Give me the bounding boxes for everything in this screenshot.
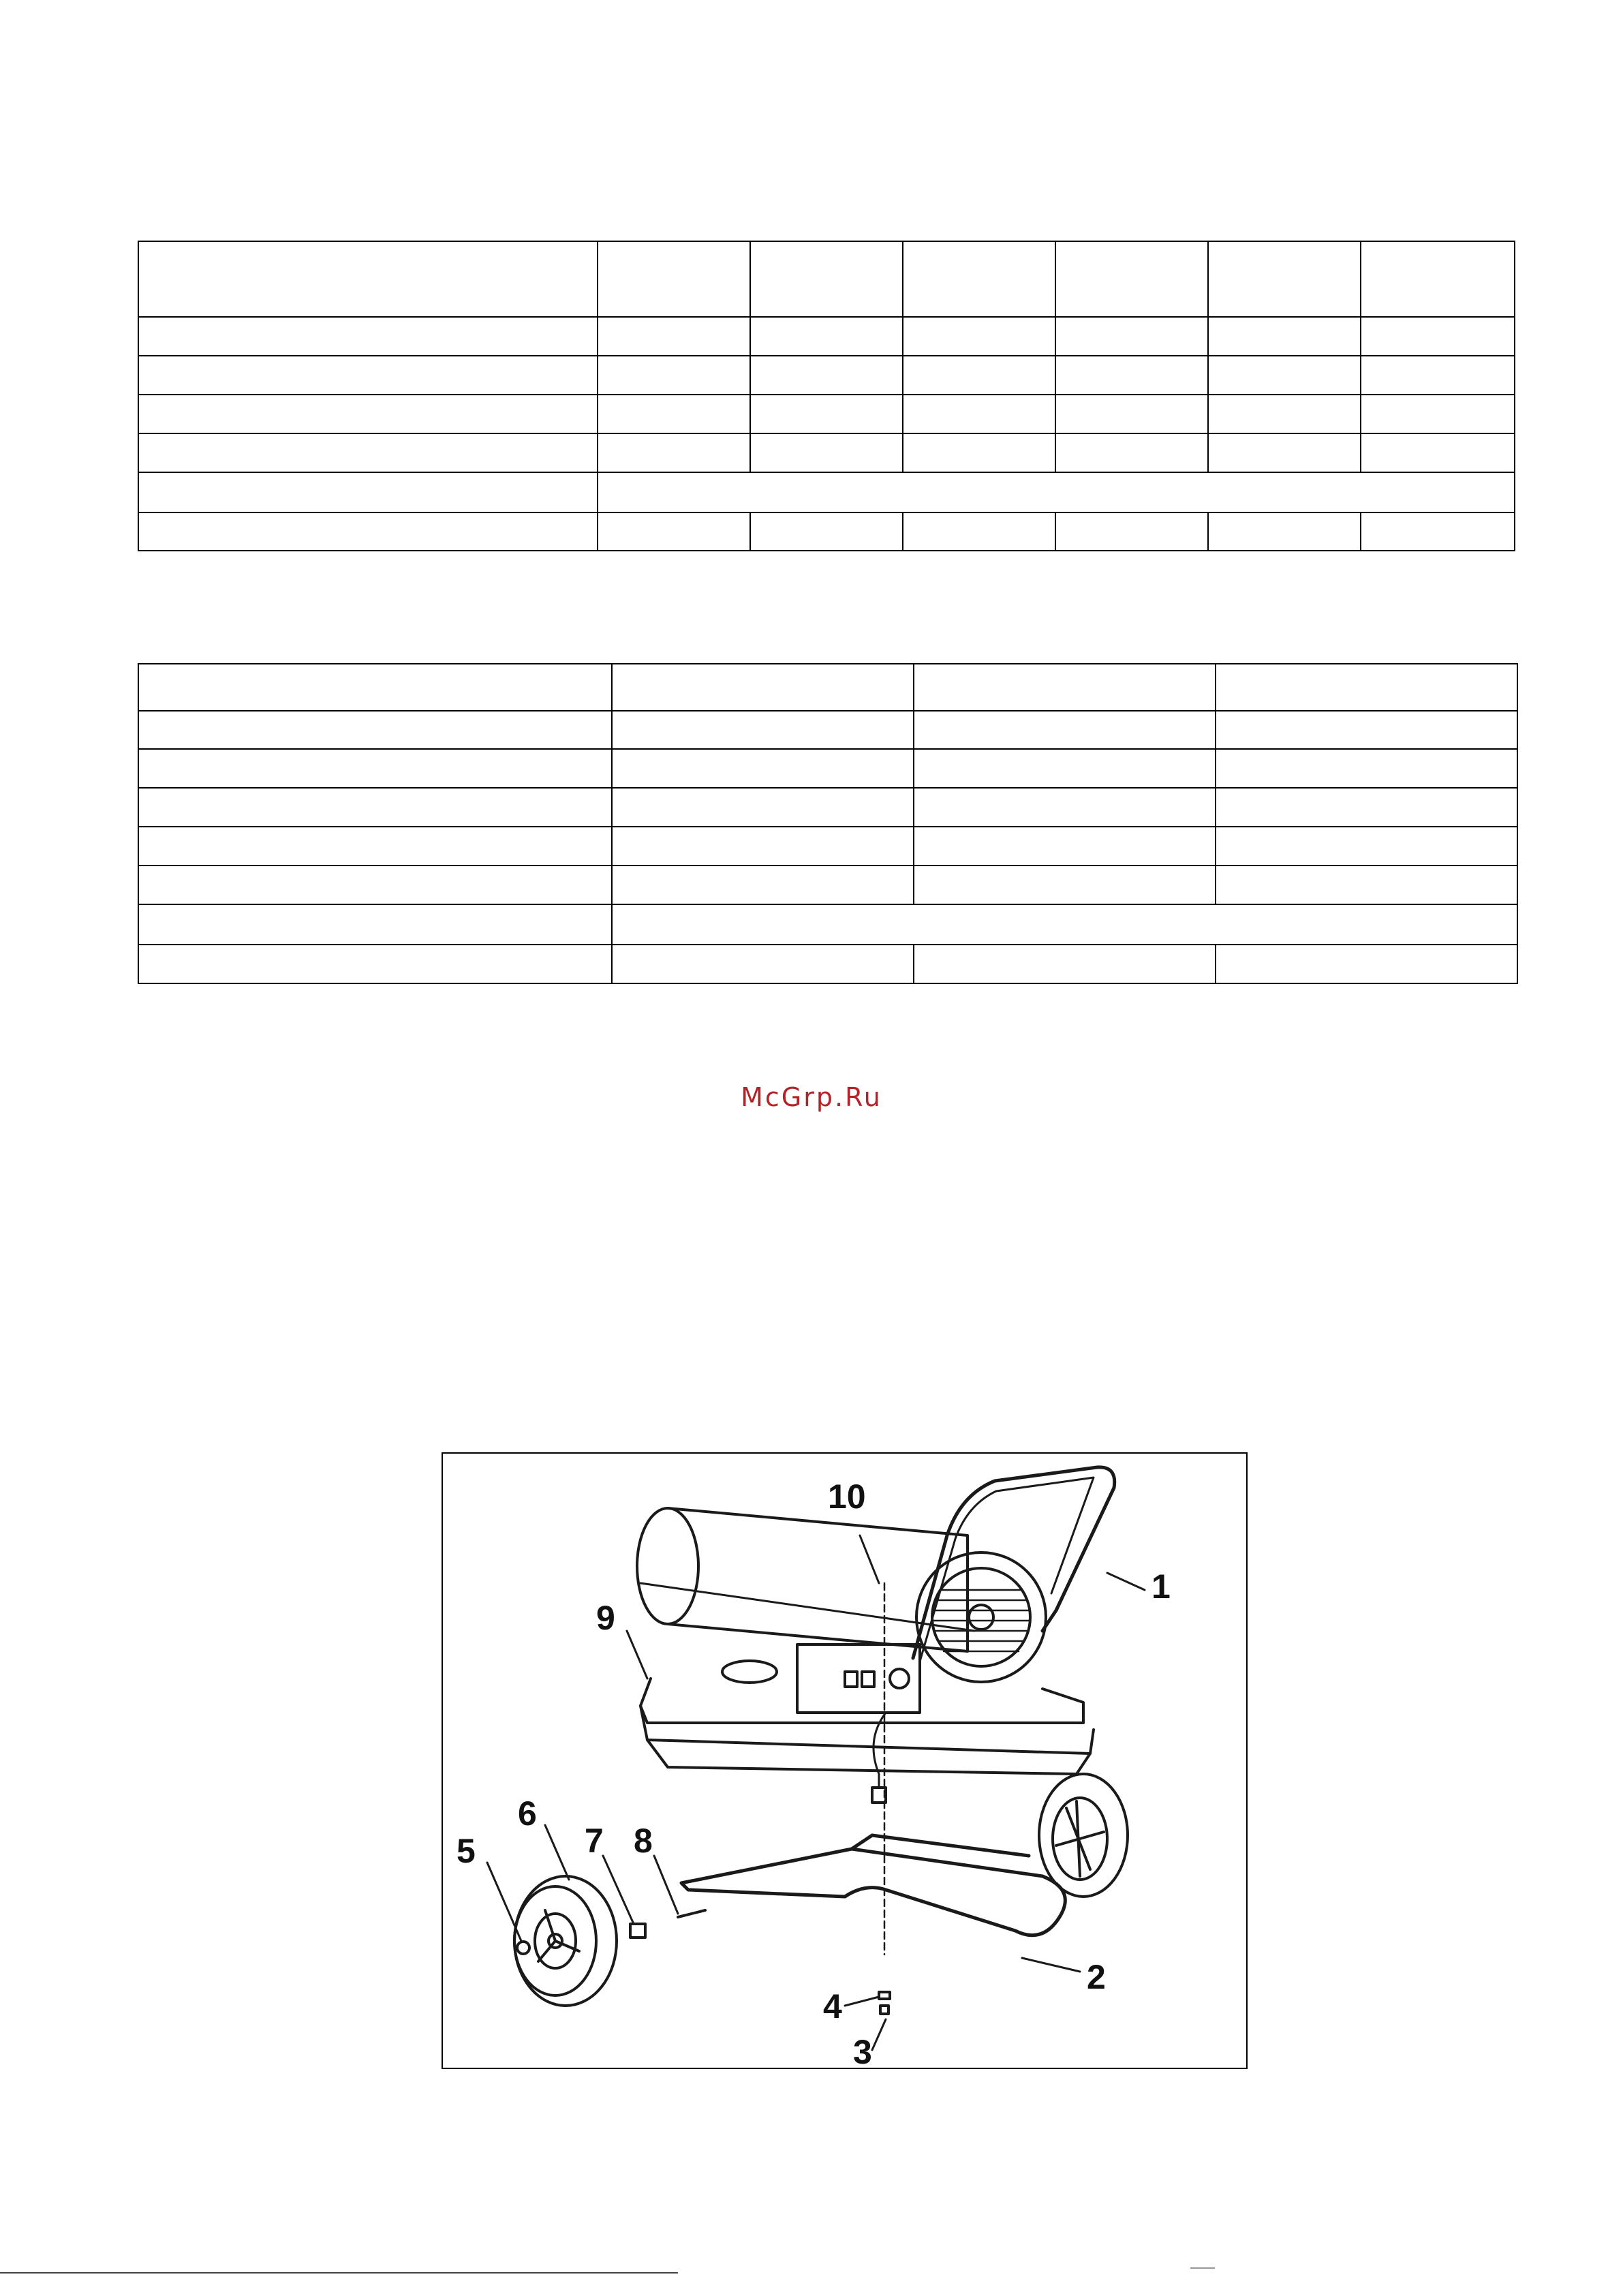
table-row (138, 788, 1517, 827)
spacer (630, 1924, 645, 1938)
footer-mark (1190, 2267, 1215, 2273)
watermark-text: McGrp.Ru (741, 1082, 882, 1112)
callout-10: 10 (828, 1478, 866, 1516)
cap (517, 1942, 529, 1954)
washer (879, 1992, 890, 1999)
table-row (138, 711, 1517, 749)
table-row (138, 241, 1515, 317)
table-row (138, 395, 1515, 433)
table-row (138, 664, 1517, 711)
table-row (138, 512, 1515, 551)
assembly-diagram (442, 1452, 1248, 2069)
callout-3: 3 (853, 2033, 872, 2068)
callout-7: 7 (585, 1822, 604, 1860)
callout-1: 1 (1151, 1567, 1171, 1606)
assembly-drawing (443, 1454, 1246, 2068)
table-row-merged (138, 904, 1517, 945)
table-row-merged (138, 472, 1515, 512)
table-row (138, 827, 1517, 866)
table-row (138, 356, 1515, 395)
table-row (138, 866, 1517, 904)
footer-rule (0, 2272, 678, 2274)
spec-table-2 (138, 663, 1518, 984)
callout-6: 6 (518, 1794, 537, 1833)
callout-4: 4 (823, 1987, 842, 2025)
table-row (138, 433, 1515, 472)
wheel-far (1039, 1774, 1128, 1897)
callout-2: 2 (1087, 1958, 1106, 1996)
callout-5: 5 (457, 1832, 476, 1870)
wheel-near (514, 1876, 617, 2006)
frame (681, 1835, 1065, 1935)
spec-table-1 (138, 241, 1515, 551)
axle (678, 1910, 705, 1917)
table-row (138, 945, 1517, 983)
callout-9: 9 (596, 1599, 615, 1637)
screw (880, 2006, 888, 2014)
callout-8: 8 (634, 1822, 653, 1860)
table-row (138, 317, 1515, 356)
heater-body (637, 1508, 1094, 1803)
table-row (138, 749, 1517, 788)
